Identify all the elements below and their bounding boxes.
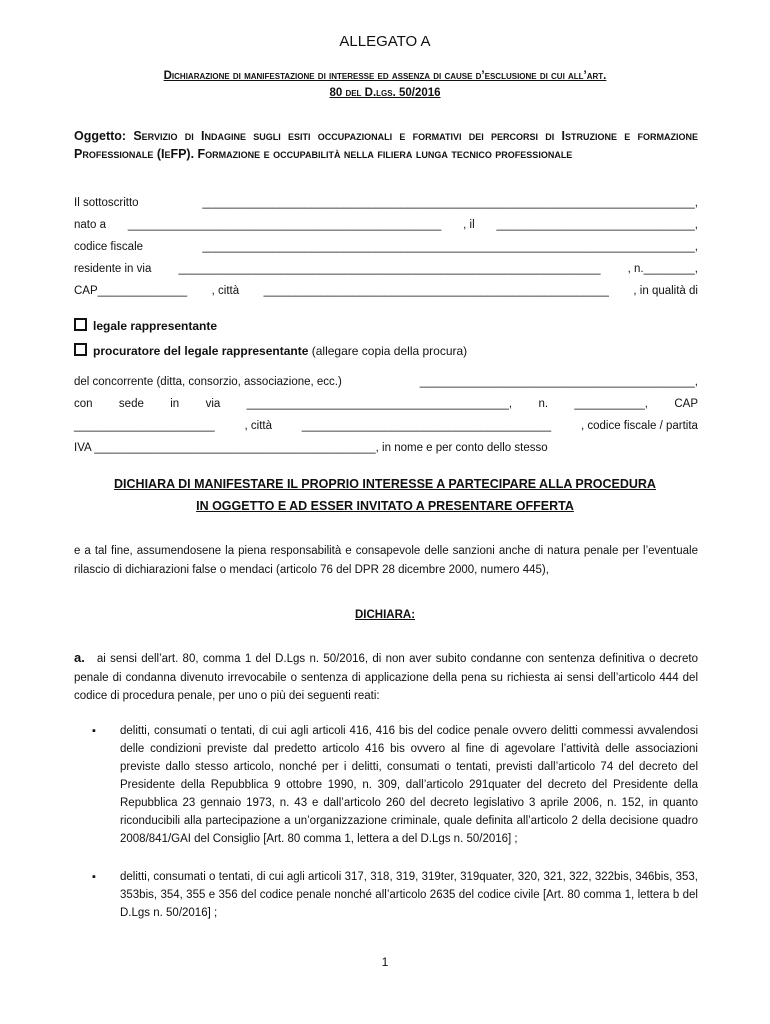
civico-field[interactable]: , n.________, [627,263,698,275]
codice-fiscale-field[interactable]: _____________________________________________________________________________, [202,241,698,253]
list-item: delitti, consumati o tentati, di cui agli articoli 317, 318, 319, 319ter, 319quater, 320, 321, 322, 322bis, 346bis, 353, 353bis, 354, 355 e 356 del codice penale nonché all’articolo 2635 del codice civile [Art. 80 comma 1, lettera b del D.Lgs n. 50/2016] ; [120,871,698,919]
sede-citta-label: , città [244,420,272,432]
sede-n-field[interactable]: ___________, [574,398,648,410]
point-a-text: ai sensi dell’art. 80, comma 1 del D.Lgs n. 50/2016, di non aver subito condanne con sentenza definitiva o decreto penale di condanna divenuto irrevocabile o sentenza di applicazione della pena su richiesta ai sensi dell’articolo 444 del codice di procedura penale, per uno o più dei seguenti reati: [74,653,698,702]
nato-il-label: , il [463,219,475,231]
option-legale[interactable] [74,318,217,333]
page-number: 1 [381,955,389,969]
subtitle-line-2: 80 del D.lgs. 50/2016 [329,87,441,99]
oggetto-block [74,127,698,163]
oggetto-label: Oggetto: [74,129,127,143]
sede-n-label: n. [538,398,549,410]
option-legale-label: legale rappresentante [93,319,218,333]
sede-cf-label: , codice fiscale / partita [580,420,698,432]
list-item: delitti, consumati o tentati, di cui agli articoli 416, 416 bis del codice penale ovvero delitti commessi avvalendosi delle condizioni previste dal predetto articolo 416 bis ovvero al fine di agevolare l’attività delle associazioni previste dallo stesso articolo, nonché per i delitti, consumati o tentati, previsti dall’articolo 74 del decreto del Presidente della Repubblica 9 ottobre 1990, n. 309, dall’articolo 291quater del decreto del Presidente della Repubblica 23 gennaio 1973, n. 43 e dall’articolo 260 del decreto legislativo 3 aprile 2006, n. 152, in quanto riconducibili alla partecipazione a un’organizzazione criminale, quale definita all’articolo 2 della decisione quadro 2008/841/GAI del Consiglio [Art. 80 comma 1, lettera a del D.Lgs n. 50/2016] ; [120,725,698,845]
codice-fiscale-line [74,241,698,253]
document-subtitle [60,68,710,102]
sede-word: sede [118,398,144,410]
checkbox-icon[interactable] [74,343,87,356]
nato-label: nato a [74,219,106,231]
sede-word: con [74,398,93,410]
concorrente-line-2 [74,398,698,410]
qualita-label: , in qualità di [633,285,698,297]
intro-paragraph: e a tal fine, assumendosene la piena responsabilità e consapevole delle sanzioni anche di natura penale per l’eventuale rilascio di dichiarazioni false o mendaci (articolo 76 del DPR 28 dicembre 2000, numero 445), [74,545,698,576]
point-a [74,649,698,706]
concorrente-line-1 [74,376,698,388]
citta-field[interactable]: ______________________________________________________ [263,285,609,297]
residente-line [74,263,698,275]
dichiara-heading-line-1: DICHIARA DI MANIFESTARE IL PROPRIO INTERESSE A PARTECIPARE ALLA PROCEDURA [114,477,656,491]
concorrente-label: del concorrente (ditta, consorzio, associazione, ecc.) [74,376,342,388]
dichiara-heading-line-2: IN OGGETTO E AD ESSER INVITATO A PRESENTARE OFFERTA [196,499,574,513]
concorrente-line-3 [74,420,698,432]
dichiara-label: DICHIARA: [354,609,416,621]
oggetto-text: Servizio di Indagine sugli esiti occupazionali e formativi dei percorsi di Istruzione e formazione Professionale (IeFP). Formazione e occupabilità nella filiera lunga tecnico professionale [74,129,698,161]
residente-label: residente in via [74,263,152,275]
sede-cap-field[interactable]: ______________________ [74,420,215,432]
sottoscritto-line [74,197,698,209]
codice-fiscale-label: codice fiscale [74,241,144,253]
concorrente-field[interactable]: ___________________________________________, [419,376,698,388]
point-a-letter: a. [74,650,85,665]
sottoscritto-field[interactable]: _____________________________________________________________________________, [202,197,698,209]
cap-field[interactable]: CAP______________ [74,285,188,297]
nato-line [74,219,698,231]
sottoscritto-label: Il sottoscritto [74,197,139,209]
sede-via-field[interactable]: _________________________________________, [246,398,513,410]
option-procuratore[interactable] [74,343,467,358]
nato-luogo-field[interactable]: _________________________________________________ [127,219,442,231]
document-title: ALLEGATO A [339,33,431,50]
subtitle-line-1: Dichiarazione di manifestazione di interesse ed assenza di cause d’esclusione di cui all’art. [163,70,607,82]
option-procuratore-note: (allegare copia della procura) [311,344,468,358]
sede-cap-label: CAP [674,398,698,410]
nato-data-field[interactable]: _______________________________, [496,219,698,231]
citta-label: , città [211,285,240,297]
option-procuratore-label: procuratore del legale rappresentante [93,344,309,358]
sede-word: via [205,398,221,410]
sede-citta-field[interactable]: _______________________________________ [301,420,552,432]
sede-word: in [170,398,180,410]
concorrente-line-4: IVA ____________________________________________, in nome e per conto dello stesso [74,442,548,454]
bullet-icon: ▪ [92,871,96,883]
checkbox-icon[interactable] [74,318,87,331]
residente-field[interactable]: __________________________________________________________________ [178,263,601,275]
bullet-icon: ▪ [92,725,96,737]
cap-line [74,285,698,297]
